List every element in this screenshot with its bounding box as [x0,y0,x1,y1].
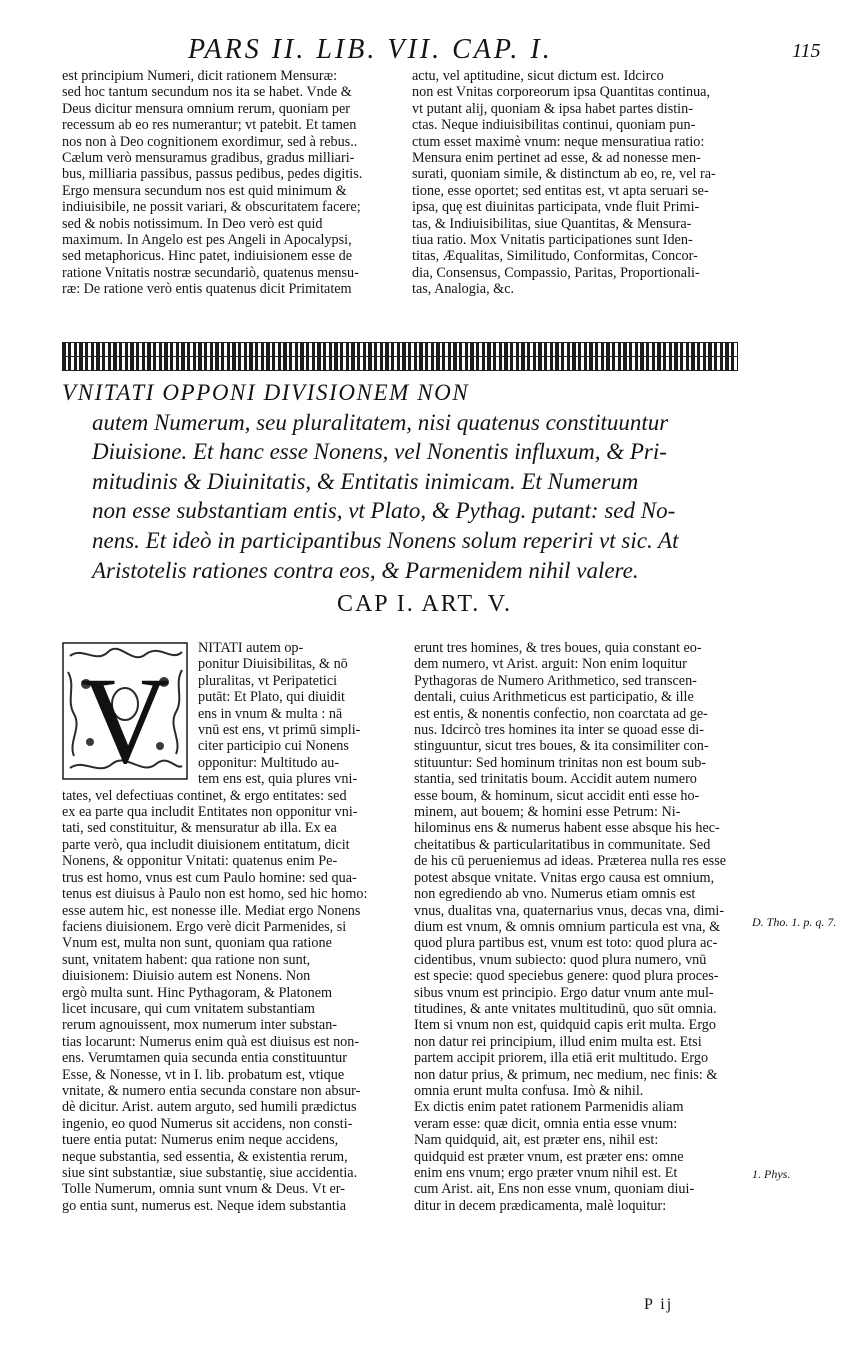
ornament-band [62,356,738,371]
text-line: dè dicitur. Arist. autem arguto, sed humili prædictus [62,1099,357,1116]
text-line: Mensura enim pertinet ad esse, & ad nonesse men- [412,150,701,167]
signature-mark: P ij [644,1296,674,1313]
text-line: opponitur: Multitudo au- [198,754,340,771]
text-line: go entia sunt, numerus est. Neque idem substantia [62,1197,347,1214]
text-line: maximum. In Angelo est pes Angeli in Apocalypsi, [62,232,352,249]
text-line: cum Arist. ait, Ens non esse vnum, quoniam diui- [414,1181,695,1198]
text-line: recessum ab eo res numerantur; vt patebit. Et tamen [62,117,357,134]
text-line: indiuisibile, ne possit variari, & obscuritatem facere; [62,199,361,216]
text-line: ctum esset maximè vnum: neque mensuratiua ratio: [412,133,705,150]
text-line: tates, vel defectiuas continet, & ergo entitates: sed [62,787,347,804]
text-line: vt putant alij, quoniam & ipsa habet partes distin- [412,100,693,117]
text-line: ratione Vnitatis nostræ secundariò, quatenus mensu- [62,264,359,281]
text-line: siue sint substantiæ, siue substantię, siue accidentia. [62,1165,358,1181]
text-line: stituuntur: Sed hominum trinitas non est boum sub- [414,754,707,771]
text-line: NITATI autem op- [198,640,304,656]
page-number: 115 [792,40,821,62]
running-head [0,30,849,70]
text-line: quidquid est præter vnum, est præter ens: omne [414,1148,684,1165]
text-line: titudines, & ante vnitates multitudinū, quo sūt omnia. [414,1000,717,1017]
text-line: sibus vnum est principio. Ergo datur vnum ante mul- [414,984,714,1001]
text-line: Pythagoras de Numero Arithmetico, sed transcen- [414,672,697,689]
text-line: tenus est diuisus à Paulo non est homo, sed hic homo: [62,886,368,903]
text-line: esse boum, & hominum, sicut accidit enti esse ho- [414,787,700,804]
text-line: dentali, cuius Arithmeticus est participatio, & ille [414,689,694,706]
text-line: ditur in decem prædicamenta, malè loquitur: [414,1197,667,1214]
text-line: tione, esse oportet; sed entitas est, vt apta seruari se- [412,182,709,199]
text-line: putāt: Et Plato, qui diuidit [198,689,345,706]
text-line: neque substantia, sed essentia, & existentia rerum, [62,1148,348,1165]
text-line: omnia erunt multa confusa. Imò & nihil. [414,1082,644,1099]
text-line: tas, & Indiuisibilitas, siue Quantitas, & Mensura- [412,215,692,232]
heading-line: nens. Et ideò in participantibus Nonens solum reperiri vt sic. At [92,527,679,553]
text-line: stinguuntur, sicut tres boues, & ita consimiliter con- [414,738,709,755]
text-line: enim ens vnum; ergo præter vnum nihil est. Et [414,1165,678,1181]
text-line: faciens diuisionem. Ergo verè dicit Parmenides, si [62,918,347,935]
text-line: dem numero, vt Arist. arguit: Non enim loquitur [414,656,687,673]
margin-note: D. Tho. 1. p. q. 7. [752,915,837,929]
text-line: ens. Verumtamen quia secunda entia constituuntur [62,1050,347,1067]
text-line: est specie: quod speciebus genere: quod plura proces- [414,968,719,985]
heading-line: autem Numerum, seu pluralitatem, nisi quatenus constituuntur [92,409,669,435]
top-right-column [412,68,742,298]
text-line: Esse, & Nonesse, vt in I. lib. probatum est, vtique [62,1066,345,1083]
text-line: Ergo mensura secundum nos est quid minimum & [62,182,347,199]
text-line: tati, sed constituitur, & mensuratur ab illa. Ex ea [62,820,337,837]
text-line: Tolle Numerum, omnia sunt vnum & Deus. Vt er- [62,1181,345,1198]
text-line: parte verò, qua includit diuisionem entitatum, dicit [62,836,350,853]
text-line: sed metaphoricus. Hinc patet, indiuisionem esse de [62,248,352,265]
text-line: vnitate, & numero entia secunda constare non absur- [62,1082,361,1099]
text-line: de his cū perueniemus ad ideas. Præterea nulla res esse [414,853,727,870]
text-line: Nonens, & opponitur Vnitati: quatenus enim Pe- [62,853,338,870]
text-line: non datur prius, & primum, nec medium, nec finis: & [414,1066,718,1083]
heading-line: Aristotelis rationes contra eos, & Parmenidem nihil valere. [92,557,639,583]
text-line: bus, milliaria passibus, passus pedibus, pedes digitis. [62,166,363,183]
heading-line: VNITATI OPPONI DIVISIONEM NON [62,380,470,405]
text-line: non datur rei principium, illud enim multa est. Etsi [414,1033,702,1050]
text-line: non egrediendo ab vno. Numerus etiam omnis est [414,886,696,903]
text-line: Deus dicitur mensura omnium rerum, quoniam per [62,100,351,117]
text-line: ex ea parte qua includit Entitates non opponitur vni- [62,804,358,821]
text-line: ctas. Neque indiuisibilitas continui, quoniam pun- [412,117,696,134]
text-line: tiua ratio. Mox Vnitatis participationes sunt Iden- [412,232,693,249]
text-line: esse autem hic, est nonesse ille. Mediat ergo Nonens [62,902,361,919]
text-line: ponitur Diuisibilitas, & nō [198,656,348,673]
text-line: partem accipit priorem, illa etiā erit multitudo. Ergo [414,1050,709,1067]
text-line: sed hoc tantum secundum nos ita se habet. Vnde & [62,84,352,101]
text-line: ingenio, eo quod Numerus sit accidens, non consti- [62,1115,353,1132]
text-line: tias locarunt: Numerus enim quà est diuisus est non- [62,1033,360,1050]
heading-line: non esse substantiam entis, vt Plato, & Pythag. putant: sed No- [92,498,676,524]
ornament-band [62,342,738,357]
top-left-column [62,68,392,298]
text-line: tuere entia putat: Numerus enim neque accidens, [62,1132,339,1149]
text-line: surati, quoniam simile, & distinctum ab eo, re, vel ra- [412,166,716,183]
text-line: nos non à Deo cognitionem exordimur, sed à rebus.. [62,133,358,150]
text-line: tem ens est, quia plures vni- [198,771,358,788]
heading-line: Diuisione. Et hanc esse Nonens, vel Nonentis influxum, & Pri- [92,439,667,465]
italic-heading [62,378,742,585]
text-line: non est Vnitas corporeorum ipsa Quantitas continua, [412,84,711,101]
text-line: vnus, dualitas vna, quaternarius vnus, decas vna, dimi- [414,902,725,919]
text-line: sed & nobis notissimum. In Deo verò est quid [62,215,323,232]
text-line: nus. Idcircò tres homines ita inter se quoad esse di- [414,722,704,739]
text-line: Item si vnum non est, quidquid capis erit multa. Ergo [414,1017,716,1034]
text-line: est entis, & nonentis confectio, non coarctata ad ge- [414,705,708,722]
text-line: sunt, vnitatem habent: qua ratione non sunt, [62,951,311,968]
text-line: Ex dictis enim patet rationem Parmenidis aliam [414,1099,684,1116]
text-line: Vnum est, multa non sunt, quoniam qua ratione [62,935,332,952]
text-line: ræ: De ratione verò entis quatenus dicit Primitatem [62,281,352,298]
heading-line: mitudinis & Diuinitatis, & Entitatis inimicam. Et Numerum [92,468,639,494]
margin-note: 1. Phys. [752,1167,791,1181]
text-line: veram esse: quæ dicit, omnia entia esse vnum: [414,1115,678,1132]
text-line: ergò multa sunt. Hinc Pythagoram, & Platonem [62,984,333,1001]
text-line: tas, Analogia, &c. [412,281,515,298]
text-line: titas, Æqualitas, Similitudo, Conformitas, Concor- [412,248,698,265]
text-line: potest absque vnitate. Vnitas ergo causa est omnium, [414,869,715,886]
text-line: Cælum verò mensuramus gradibus, gradus milliari- [62,150,355,167]
text-line: est principium Numeri, dicit rationem Mensuræ: [62,68,338,84]
text-line: actu, vel aptitudine, sicut dictum est. Idcirco [412,68,664,84]
text-line: ipsa, quę est diuinitas participata, vnde fluit Primi- [412,199,700,216]
text-line: trus est homo, vnus est cum Paulo homine: sed qua- [62,869,357,886]
text-line: dium est vnum, & omnis omnium particula est vna, & [414,918,721,935]
text-line: licet incusare, qui cum vnitatem substantiam [62,1000,315,1017]
dropcap-wrapped-text [62,640,390,788]
text-line: minem, aut bouem; & homini esse Petrum: Ni- [414,804,681,821]
text-line: pluralitas, vt Peripatetici [198,672,338,689]
text-line: erunt tres homines, & tres boues, quia constant eo- [414,640,702,656]
text-line: quod plura partibus est, vnum est toto: quod plura ac- [414,935,718,952]
bottom-right-column [414,640,740,1214]
dropcap-letter: V [80,652,170,780]
running-title: PARS II. LIB. VII. CAP. I. [188,34,553,65]
text-line: diuisionem: Diuisio autem est Nonens. Non [62,968,311,985]
text-line: cidentibus, vnum subiecto: quod plura numero, vnū [414,951,707,968]
text-line: stantia, sed trinitatis boum. Accidit autem numero [414,771,697,788]
text-line: rerum agnouissent, mox numerum inter substan- [62,1017,338,1034]
text-line: Nam quidquid, ait, est præter ens, nihil est: [414,1132,659,1149]
text-line: citer participio cui Nonens [198,738,349,755]
chapter-heading: CAP I. ART. V. [336,591,513,617]
text-line: ens in vnum & multa : nā [198,705,343,722]
bottom-left-column [62,640,390,1214]
text-line: hilominus ens & numerus habent esse absque his hec- [414,820,720,837]
text-line: vnū est ens, vt primū simpli- [198,722,361,739]
text-line: dia, Consensus, Compassio, Paritas, Proportionali- [412,264,700,281]
text-line: cheitatibus & particularitatibus in communitate. Sed [414,836,711,853]
